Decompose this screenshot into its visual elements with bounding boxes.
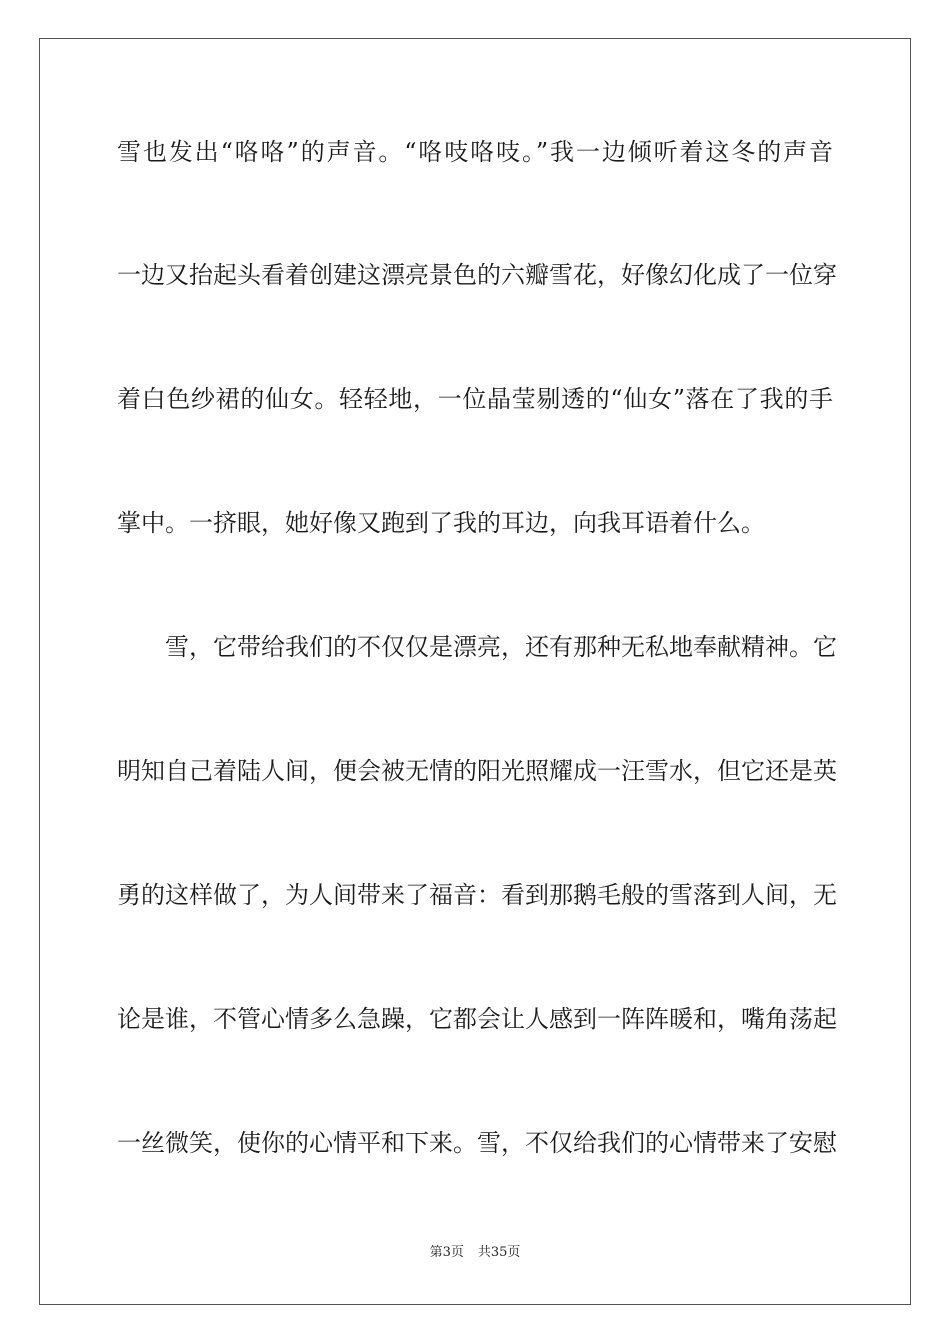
text-line: 雪也发出“咯咯”的声音。“咯吱咯吱。”我一边倾听着这冬的声音 bbox=[117, 138, 833, 166]
text-line: 一丝微笑，使你的心情平和下来。雪，不仅给我们的心情带来了安慰 bbox=[117, 1129, 837, 1157]
text-line: 勇的这样做了，为人间带来了福音：看到那鹅毛般的雪落到人间，无 bbox=[117, 881, 837, 909]
text-line: 论是谁，不管心情多么急躁，它都会让人感到一阵阵暖和，嘴角荡起 bbox=[117, 1005, 837, 1033]
page-border bbox=[39, 38, 911, 1305]
page-number: 第3页 bbox=[429, 1245, 464, 1260]
page-footer bbox=[0, 1244, 950, 1262]
text-line: 一边又抬起头看着创建这漂亮景色的六瓣雪花，好像幻化成了一位穿 bbox=[117, 261, 837, 289]
text-line: 明知自己着陆人间，便会被无情的阳光照耀成一汪雪水，但它还是英 bbox=[117, 757, 837, 785]
text-line: 着白色纱裙的仙女。轻轻地，一位晶莹剔透的“仙女”落在了我的手 bbox=[117, 385, 833, 413]
text-line: 雪，它带给我们的不仅仅是漂亮，还有那种无私地奉献精神。它 bbox=[165, 633, 837, 661]
text-line: 掌中。一挤眼，她好像又跑到了我的耳边，向我耳语着什么。 bbox=[117, 509, 765, 537]
total-pages: 共35页 bbox=[477, 1245, 521, 1260]
